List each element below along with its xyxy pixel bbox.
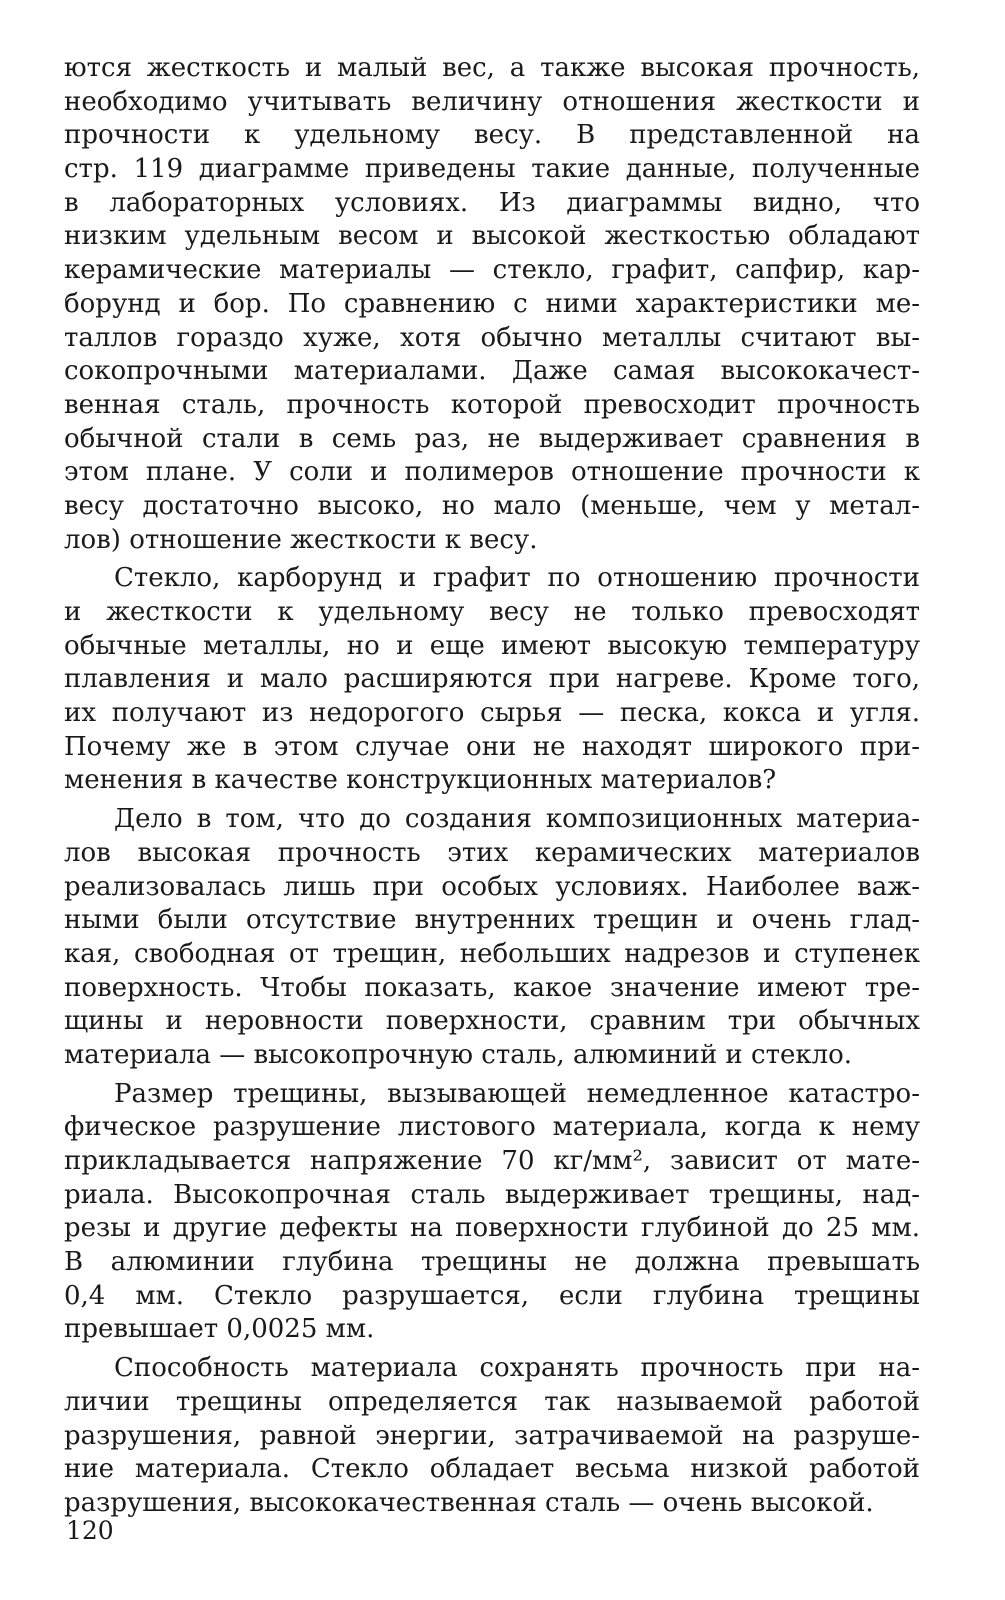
text-line: В алюминии глубина трещины не должна превышать <box>64 1247 920 1278</box>
paragraph <box>64 52 920 557</box>
text-line: прочности к удельному весу. В представленной на <box>64 120 920 151</box>
text-line: превышает 0,0025 мм. <box>64 1314 375 1345</box>
text-line: Способность материала сохранять прочность при на- <box>114 1353 920 1384</box>
paragraph <box>64 1352 920 1520</box>
text-line: их получают из недорогого сырья — песка, кокса и угля. <box>64 698 920 729</box>
text-line: реализовалась лишь при особых условиях. Наиболее важ- <box>64 871 920 902</box>
text-line: этом плане. У соли и полимеров отношение прочности к <box>64 457 920 488</box>
text-line: менения в качестве конструкционных материалов? <box>64 765 777 796</box>
text-line: ются жесткость и малый вес, а также высокая прочность, <box>64 53 920 83</box>
text-line: обычные металлы, но и еще имеют высокую температуру <box>64 630 920 661</box>
text-line: обычной стали в семь раз, не выдерживает сравнения в <box>64 423 920 454</box>
text-line: фическое разрушение листового материала, когда к нему <box>64 1112 920 1143</box>
text-line: разрушения, высококачественная сталь — очень высокой. <box>64 1487 874 1518</box>
text-line: разрушения, равной энергии, затрачиваемой на разруше- <box>64 1420 920 1451</box>
text-line: Размер трещины, вызывающей немедленное катастро- <box>114 1078 920 1109</box>
text-line: прикладывается напряжение 70 кг/мм², зависит от мате- <box>64 1146 920 1176</box>
page-number: 120 <box>66 1516 114 1545</box>
body-text <box>64 52 920 1526</box>
text-line: весу достаточно высоко, но мало (меньше, чем у метал- <box>64 490 920 521</box>
text-line: стр. 119 диаграмме приведены такие данные, полученные <box>64 154 920 185</box>
text-line: резы и другие дефекты на поверхности глубиной до 25 мм. <box>64 1213 920 1244</box>
text-line: борунд и бор. По сравнению с ними характеристики ме- <box>64 288 920 319</box>
text-line: лов высокая прочность этих керамических материалов <box>64 837 920 868</box>
text-line: материала — высокопрочную сталь, алюминий и стекло. <box>64 1039 853 1070</box>
text-line: плавления и мало расширяются при нагреве. Кроме того, <box>64 664 920 695</box>
text-line: лов) отношение жесткости к весу. <box>64 524 538 555</box>
text-line: личии трещины определяется так называемой работой <box>64 1386 920 1417</box>
text-line: керамические материалы — стекло, графит, сапфир, кар- <box>64 255 920 286</box>
paragraph <box>64 803 920 1073</box>
text-line: Дело в том, что до создания композиционных материа- <box>114 804 920 835</box>
text-line: в лабораторных условиях. Из диаграммы видно, что <box>64 187 920 218</box>
text-line: Почему же в этом случае они не находят широкого при- <box>64 731 920 762</box>
paragraph <box>64 1078 920 1348</box>
text-line: риала. Высокопрочная сталь выдерживает трещины, над- <box>64 1179 920 1210</box>
text-line: таллов гораздо хуже, хотя обычно металлы считают вы- <box>64 322 920 353</box>
text-line: 0,4 мм. Стекло разрушается, если глубина трещины <box>64 1280 920 1311</box>
text-line: ние материала. Стекло обладает весьма низкой работой <box>64 1454 920 1485</box>
text-line: ными были отсутствие внутренних трещин и очень глад- <box>64 905 920 936</box>
text-line: поверхность. Чтобы показать, какое значение имеют тре- <box>64 972 920 1003</box>
text-line: кая, свободная от трещин, небольших надрезов и ступенек <box>64 938 920 969</box>
text-line: и жесткости к удельному весу не только превосходят <box>64 597 920 627</box>
text-line: сокопрочными материалами. Даже самая высококачест- <box>64 356 920 387</box>
text-line: низким удельным весом и высокой жесткостью обладают <box>64 221 920 252</box>
text-line: венная сталь, прочность которой превосходит прочность <box>64 389 920 420</box>
paragraph <box>64 562 920 798</box>
text-line: Стекло, карборунд и графит по отношению прочности <box>114 563 920 594</box>
text-line: необходимо учитывать величину отношения жесткости и <box>64 86 920 117</box>
text-line: щины и неровности поверхности, сравним три обычных <box>64 1006 920 1037</box>
